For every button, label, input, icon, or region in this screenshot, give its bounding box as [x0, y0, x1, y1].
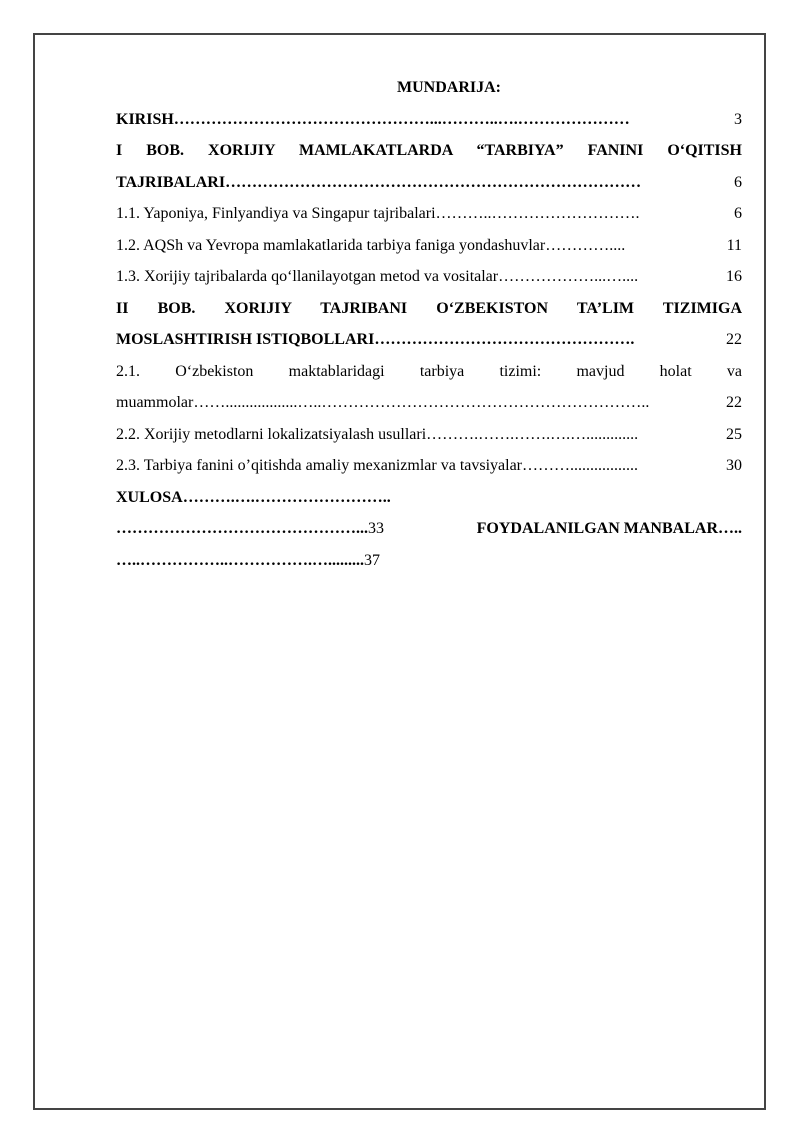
toc-dot-leader: ……….…….…….….….............	[426, 425, 639, 443]
toc-entry-label: MOSLASHTIRISH ISTIQBOLLARI	[116, 331, 375, 348]
toc-entry-bob1[interactable]	[116, 167, 742, 199]
toc-page-number: 22	[726, 331, 742, 348]
toc-entry-bob1-line1[interactable]: I BOB. XORIJIY MAMLAKATLARDA “TARBIYA” FANINI O‘QITISH	[116, 142, 742, 159]
toc-dot-leader: ………………………………………….	[374, 331, 635, 348]
toc-entry-label: 2.2. Xorijiy metodlarni lokalizatsiyalash usullari	[116, 425, 427, 443]
toc-entry-label: muammolar	[116, 394, 194, 411]
toc-entry-label: 2.3. Tarbiya fanini o’qitishda amaliy mexanizmlar va tavsiyalar	[116, 457, 523, 474]
toc-entry-2-1-line1[interactable]: 2.1. O‘zbekiston maktablaridagi tarbiya tizimi: mavjud holat va	[116, 362, 742, 380]
toc-entry-manbalar-label: FOYDALANILGAN MANBALAR…..	[476, 520, 742, 537]
toc-page-number: 3	[734, 110, 742, 128]
toc-entry-bob2-line1[interactable]: II BOB. XORIJIY TAJRIBANI O‘ZBEKISTON TA’LIM TIZIMIGA	[116, 299, 742, 317]
toc-entry-xulosa-line1[interactable]	[116, 482, 742, 514]
toc-page-number: 25	[726, 425, 742, 443]
toc-entry-label: 1.1. Yaponiya, Finlyandiya va Singapur tajribalari	[116, 205, 436, 222]
toc-page-number: 37	[364, 551, 380, 569]
toc-page-number: 6	[734, 205, 742, 222]
toc-dot-leader: …..……………..…………….….........	[116, 551, 364, 569]
toc-entry-manbalar[interactable]	[116, 545, 742, 577]
toc-dot-leader: ……..................…..……………………………………………………..	[193, 394, 650, 411]
toc-entry-2-3[interactable]	[116, 450, 742, 482]
toc-entry-bob2[interactable]	[116, 324, 742, 356]
toc-page-number: 6	[734, 173, 742, 191]
toc-entry-label: 1.3. Xorijiy tajribalarda qo‘llanilayotgan metod va vositalar	[116, 268, 499, 285]
toc-dot-leader: ………..……………………….	[435, 205, 640, 222]
toc-dot-leader: …………....	[545, 236, 626, 254]
toc-entry-1-3[interactable]	[116, 261, 742, 293]
toc-page-number: 22	[726, 394, 742, 411]
toc-dot-leader: ……………………………………………………………………	[225, 173, 642, 191]
toc-entry-label: KIRISH	[116, 110, 174, 128]
toc-entry-1-2[interactable]	[116, 230, 742, 262]
toc-page-number: 11	[726, 236, 742, 254]
toc-entry-label: XULOSA	[116, 488, 183, 506]
toc-entry-kirish[interactable]	[116, 104, 742, 136]
toc-dot-leader: ………………………………………...	[116, 520, 368, 537]
toc-dot-leader: ………………...…....	[498, 268, 639, 285]
toc-page-number: 30	[726, 457, 742, 474]
toc-entry-2-2[interactable]	[116, 419, 742, 451]
toc-dot-leader: ……….….……………………..	[182, 488, 391, 506]
toc-page-number: 33	[368, 520, 384, 537]
table-of-contents	[116, 72, 742, 576]
toc-entry-label: 1.2. AQSh va Yevropa mamlakatlarida tarbiya faniga yondashuvlar	[116, 236, 546, 254]
toc-entry-label: TAJRIBALARI	[116, 173, 226, 191]
toc-entry-xulosa-line2[interactable]	[116, 513, 742, 545]
toc-page-number: 16	[726, 268, 742, 285]
toc-entry-1-1[interactable]	[116, 198, 742, 230]
toc-dot-leader: …………………………………………...………..….…………………	[173, 110, 630, 128]
toc-entry-2-1[interactable]	[116, 387, 742, 419]
toc-title: MUNDARIJA:	[397, 79, 501, 96]
toc-dot-leader: ……….................	[522, 457, 639, 474]
